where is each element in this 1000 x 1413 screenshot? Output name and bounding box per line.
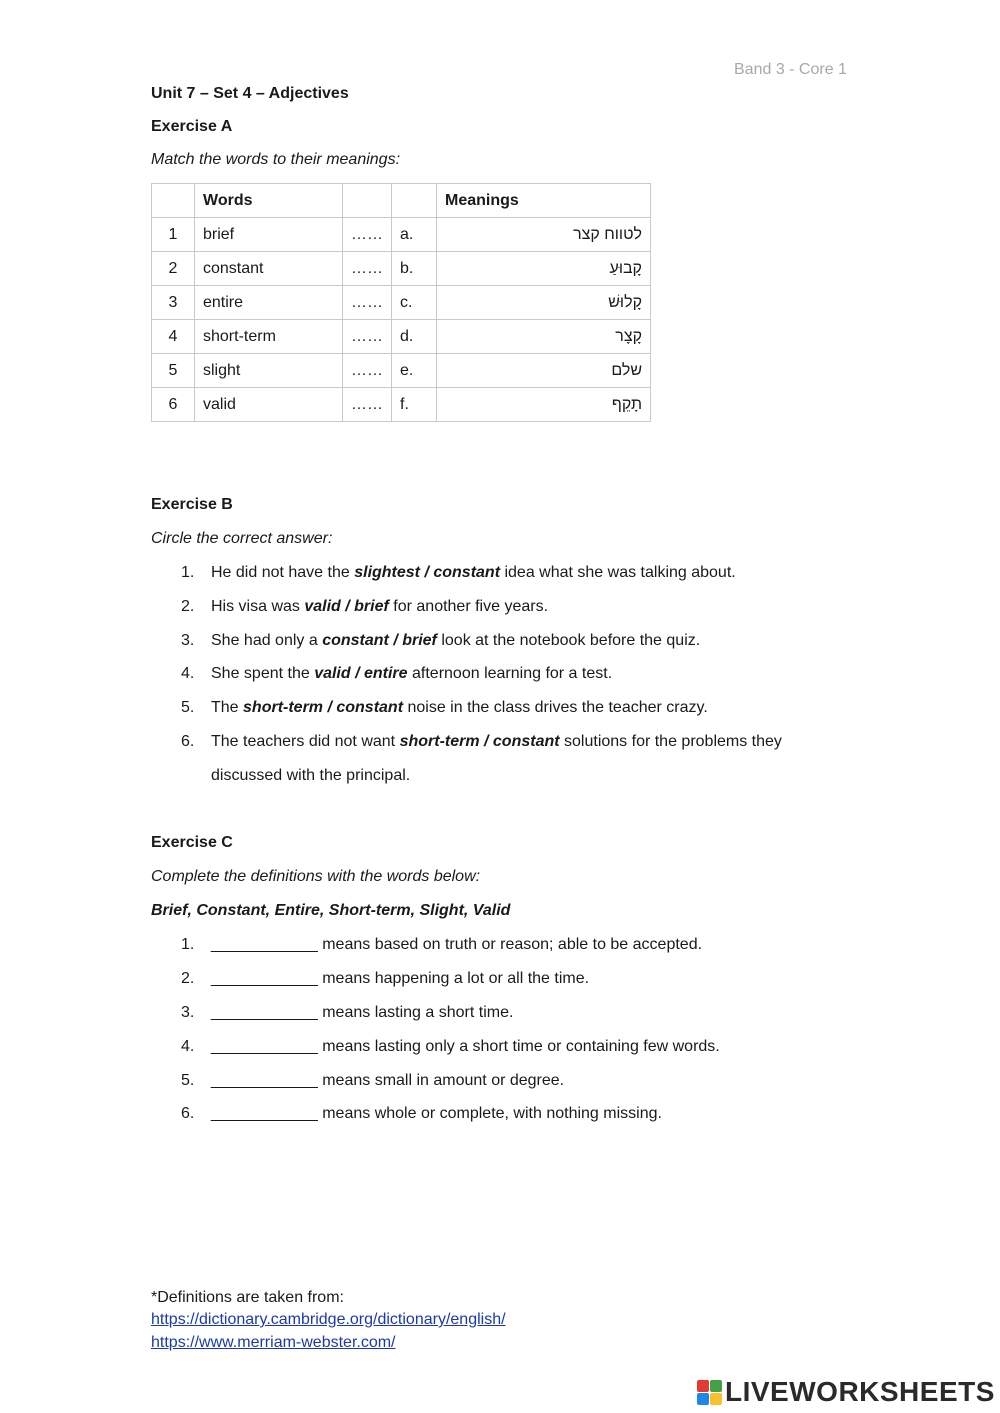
list-item: 2. ____________ means happening a lot or all the time. <box>181 970 590 987</box>
answer-choice[interactable]: valid / entire <box>314 665 408 682</box>
answer-blank[interactable]: ____________ <box>211 1105 318 1122</box>
item-number: 3. <box>181 1004 195 1021</box>
row-number: 5 <box>152 354 195 388</box>
word-bank: Brief, Constant, Entire, Short-term, Slight, Valid <box>151 902 511 919</box>
answer-blank[interactable]: ____________ <box>211 1038 318 1055</box>
list-item: 5. The short-term / constant noise in the class drives the teacher crazy. <box>181 699 708 716</box>
list-item: 3. She had only a constant / brief look at the notebook before the quiz. <box>181 632 701 649</box>
table-header-row <box>152 184 651 218</box>
list-item: 3. ____________ means lasting a short time. <box>181 1004 514 1021</box>
row-number: 2 <box>152 252 195 286</box>
exercise-c-heading: Exercise C <box>151 834 233 851</box>
row-word: valid <box>195 388 343 422</box>
row-letter: e. <box>392 354 437 388</box>
logo-text: LIVEWORKSHEETS <box>725 1376 995 1407</box>
table-row <box>152 320 651 354</box>
row-word: constant <box>195 252 343 286</box>
list-item: 6. The teachers did not want short-term / constant solutions for the problems they <box>181 733 782 750</box>
answer-blank[interactable]: …… <box>343 354 392 388</box>
list-item: 1. ____________ means based on truth or reason; able to be accepted. <box>181 936 703 953</box>
row-letter: b. <box>392 252 437 286</box>
row-letter: c. <box>392 286 437 320</box>
list-item: 2. His visa was valid / brief for another five years. <box>181 598 549 615</box>
item-number: 6. <box>181 1105 195 1122</box>
answer-choice[interactable]: short-term / constant <box>243 699 404 716</box>
item-number: 4. <box>181 1038 195 1055</box>
answer-choice[interactable]: slightest / constant <box>354 564 501 581</box>
exercise-b-heading: Exercise B <box>151 496 233 513</box>
answer-blank[interactable]: ____________ <box>211 1004 318 1021</box>
list-item: 4. ____________ means lasting only a short time or containing few words. <box>181 1038 720 1055</box>
logo-grid-icon <box>697 1380 722 1405</box>
liveworksheets-logo <box>697 1376 995 1408</box>
merriam-webster-link[interactable]: https://www.merriam-webster.com/ <box>151 1334 396 1351</box>
item-number: 2. <box>181 970 195 987</box>
table-row <box>152 286 651 320</box>
answer-blank[interactable]: …… <box>343 286 392 320</box>
col-words-header: Words <box>195 184 343 218</box>
row-number: 1 <box>152 218 195 252</box>
row-word: slight <box>195 354 343 388</box>
cambridge-link[interactable]: https://dictionary.cambridge.org/dictionary/english/ <box>151 1311 506 1328</box>
row-word: short-term <box>195 320 343 354</box>
answer-blank[interactable]: ____________ <box>211 936 318 953</box>
list-item: 1. He did not have the slightest / constant idea what she was talking about. <box>181 564 736 581</box>
answer-blank[interactable]: ____________ <box>211 1072 318 1089</box>
row-meaning: לטווח קצר <box>437 218 651 252</box>
item-number: 4. <box>181 665 195 682</box>
item-number: 5. <box>181 1072 195 1089</box>
row-letter: f. <box>392 388 437 422</box>
list-item-continuation: discussed with the principal. <box>211 767 411 784</box>
row-number: 4 <box>152 320 195 354</box>
row-letter: a. <box>392 218 437 252</box>
table-row <box>152 388 651 422</box>
list-item: 4. She spent the valid / entire afternoon learning for a test. <box>181 665 613 682</box>
answer-choice[interactable]: short-term / constant <box>399 733 560 750</box>
table-row <box>152 218 651 252</box>
list-item: 5. ____________ means small in amount or degree. <box>181 1072 565 1089</box>
item-number: 6. <box>181 733 195 750</box>
answer-choice[interactable]: constant / brief <box>322 632 437 649</box>
row-number: 6 <box>152 388 195 422</box>
item-number: 1. <box>181 936 195 953</box>
list-item: 6. ____________ means whole or complete, with nothing missing. <box>181 1105 662 1122</box>
table-row <box>152 354 651 388</box>
header-band-label: Band 3 - Core 1 <box>734 61 847 78</box>
page-title: Unit 7 – Set 4 – Adjectives <box>151 85 349 102</box>
col-meanings-header: Meanings <box>437 184 651 218</box>
row-meaning: תָקֵף <box>437 388 651 422</box>
row-meaning: קָבוּעַ <box>437 252 651 286</box>
item-number: 2. <box>181 598 195 615</box>
row-meaning: שלם <box>437 354 651 388</box>
answer-blank[interactable]: …… <box>343 320 392 354</box>
definitions-note: *Definitions are taken from: <box>151 1289 344 1306</box>
item-number: 5. <box>181 699 195 716</box>
answer-blank[interactable]: …… <box>343 218 392 252</box>
item-number: 3. <box>181 632 195 649</box>
exercise-c-instruction: Complete the definitions with the words below: <box>151 868 481 885</box>
row-letter: d. <box>392 320 437 354</box>
row-word: entire <box>195 286 343 320</box>
exercise-b-instruction: Circle the correct answer: <box>151 530 333 547</box>
answer-choice[interactable]: valid / brief <box>304 598 389 615</box>
matching-table <box>151 183 651 422</box>
exercise-a-heading: Exercise A <box>151 118 233 135</box>
row-meaning: קָצָר <box>437 320 651 354</box>
exercise-a-instruction: Match the words to their meanings: <box>151 151 401 168</box>
answer-blank[interactable]: …… <box>343 388 392 422</box>
table-row <box>152 252 651 286</box>
answer-blank[interactable]: …… <box>343 252 392 286</box>
item-number: 1. <box>181 564 195 581</box>
row-meaning: קָלוּשׁ <box>437 286 651 320</box>
row-number: 3 <box>152 286 195 320</box>
answer-blank[interactable]: ____________ <box>211 970 318 987</box>
row-word: brief <box>195 218 343 252</box>
